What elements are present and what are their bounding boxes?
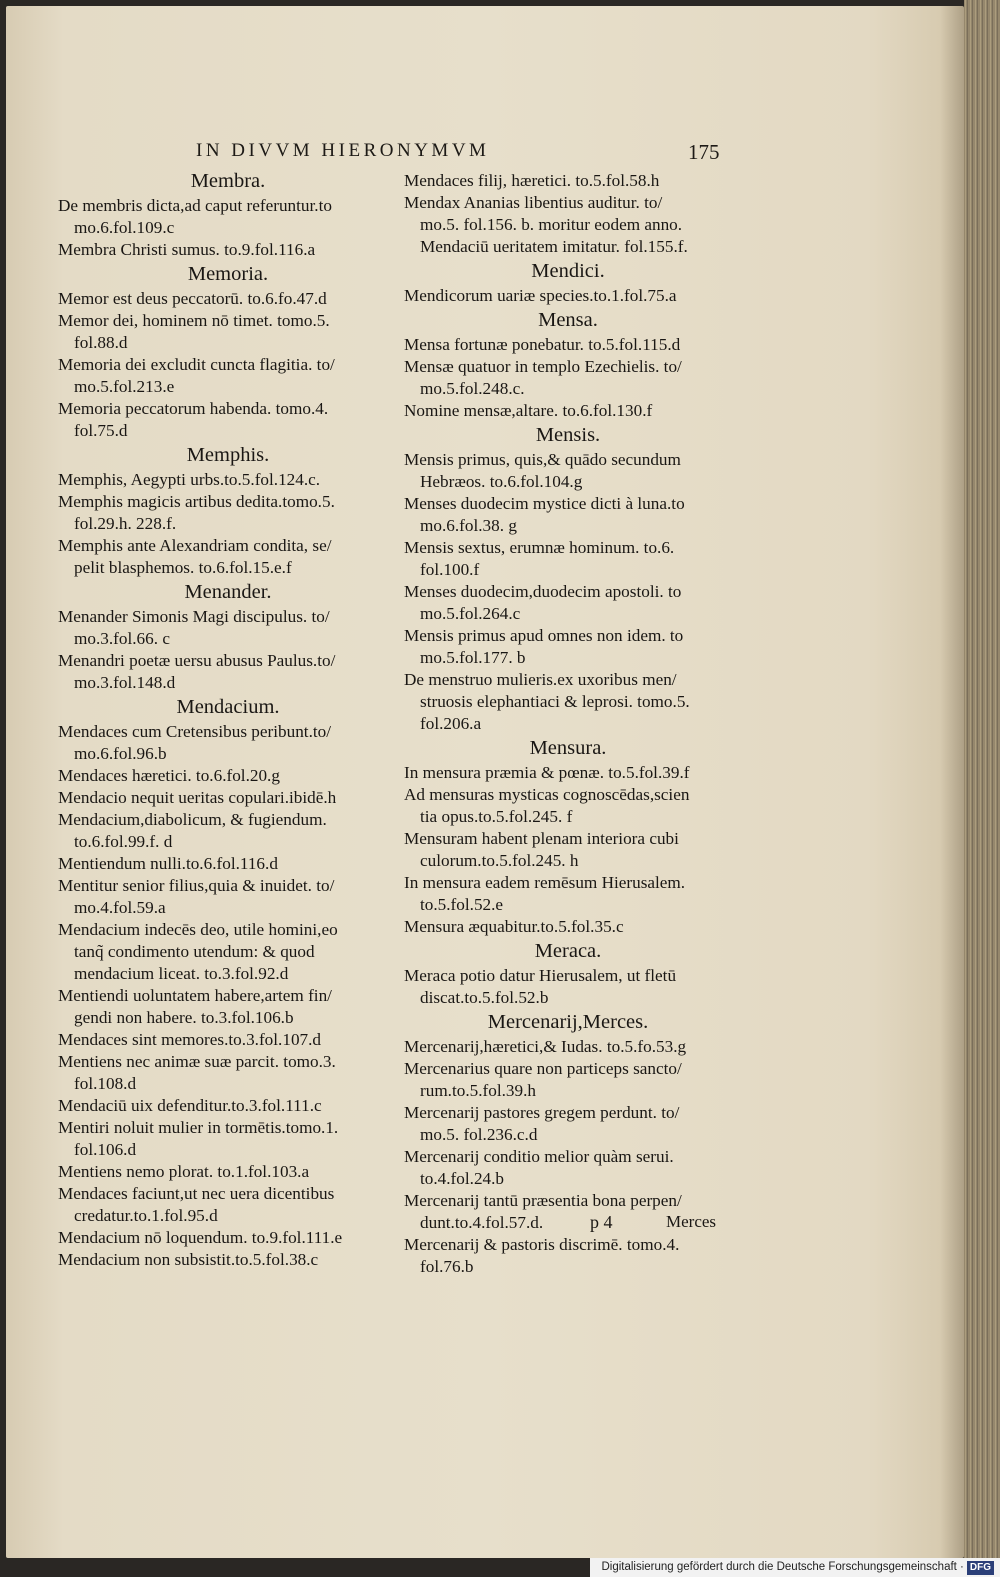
- index-entry: [404, 356, 732, 400]
- index-column-left: [58, 168, 398, 1271]
- index-entry-line: Memor est deus peccatorū. to.6.fo.47.d: [58, 289, 327, 308]
- index-entry: [404, 828, 732, 872]
- index-entry-line: Mensuram habent plenam interiora cubi: [404, 829, 679, 848]
- index-entry-line: rum.to.5.fol.39.h: [420, 1081, 537, 1100]
- index-entry-line: mo.6.fol.96.b: [74, 744, 167, 763]
- index-entry: [404, 581, 732, 625]
- index-entry-line: Menandri poetæ uersu abusus Paulus.to/: [58, 651, 336, 670]
- index-entry-line: Nomine mensæ,altare. to.6.fol.130.f: [404, 401, 653, 420]
- index-entry-line: tia opus.to.5.fol.245. f: [420, 807, 573, 826]
- index-entry: [58, 985, 398, 1029]
- index-heading: Memoria.: [187, 263, 269, 285]
- index-entry-line: Memoria dei excludit cuncta flagitia. to/: [58, 355, 335, 374]
- index-entry-line: discat.to.5.fol.52.b: [420, 988, 549, 1007]
- index-entry: [58, 787, 398, 809]
- index-entry-line: Mentiens nemo plorat. to.1.fol.103.a: [58, 1162, 310, 1181]
- page-edges: [964, 0, 1000, 1560]
- catchword: Merces: [666, 1212, 717, 1231]
- index-entry: [404, 449, 732, 493]
- index-entry-line: Mensis primus apud omnes non idem. to: [404, 626, 684, 645]
- index-entry: [58, 1227, 398, 1249]
- index-entry-line: mo.5. fol.156. b. moritur eodem anno.: [420, 215, 683, 234]
- index-entry-line: mo.3.fol.66. c: [74, 629, 170, 648]
- index-entry-line: Mercenarij tantū præsentia bona perpen/: [404, 1191, 682, 1210]
- index-entry-line: Mercenarij pastores gregem perdunt. to/: [404, 1103, 680, 1122]
- index-entry: [404, 872, 732, 916]
- index-entry-line: mo.5.fol.177. b: [420, 648, 526, 667]
- index-entry-line: Mensæ quatuor in templo Ezechielis. to/: [404, 357, 682, 376]
- index-entry-line: fol.88.d: [74, 333, 128, 352]
- index-entry-line: gendi non habere. to.3.fol.106.b: [74, 1008, 294, 1027]
- index-entry: [58, 606, 398, 650]
- index-entry-line: In mensura eadem remēsum Hierusalem.: [404, 873, 686, 892]
- index-entry-line: Mentiendum nulli.to.6.fol.116.d: [58, 854, 278, 873]
- index-entry: [58, 853, 398, 875]
- index-entry-line: Mendaces sint memores.to.3.fol.107.d: [58, 1030, 322, 1049]
- running-head: IN DIVVM HIERONYMVM: [196, 140, 490, 161]
- index-entry-line: Mentiendi uoluntatem habere,artem fin/: [58, 986, 332, 1005]
- index-entry-line: Mendacium non subsistit.to.5.fol.38.c: [58, 1250, 319, 1269]
- index-entry-line: Mendicorum uariæ species.to.1.fol.75.a: [404, 286, 677, 305]
- index-entry-line: struosis elephantiaci & leprosi. tomo.5.: [420, 692, 690, 711]
- scan-bottom-strip: [0, 1558, 590, 1577]
- index-entry-line: fol.106.d: [74, 1140, 137, 1159]
- index-entry-line: Mercenarij conditio melior quàm serui.: [404, 1147, 674, 1166]
- index-heading: Membra.: [190, 170, 266, 192]
- index-entry-line: Mendaciū uix defenditur.to.3.fol.111.c: [58, 1096, 322, 1115]
- signature-mark: p 4: [590, 1212, 613, 1232]
- index-entry: [404, 916, 732, 938]
- index-entry: [58, 1249, 398, 1271]
- index-entry: [58, 1117, 398, 1161]
- index-heading: Mensura.: [529, 737, 607, 759]
- index-entry-line: Menses duodecim mystice dicti à luna.to: [404, 494, 685, 513]
- index-entry: [404, 170, 732, 192]
- index-entry: [58, 875, 398, 919]
- index-entry: [404, 1036, 732, 1058]
- index-entry-line: Mendaces hæretici. to.6.fol.20.g: [58, 766, 280, 785]
- index-entry: [58, 288, 398, 310]
- index-entry-line: Menses duodecim,duodecim apostoli. to: [404, 582, 682, 601]
- index-entry: [58, 398, 398, 442]
- index-entry-line: Mendax Ananias libentius auditur. to/: [404, 193, 663, 212]
- index-entry-line: Mercenarij,hæretici,& Iudas. to.5.fo.53.g: [404, 1037, 687, 1056]
- index-entry: [58, 765, 398, 787]
- index-entry: [58, 1161, 398, 1183]
- index-entry-line: Mendaces cum Cretensibus peribunt.to/: [58, 722, 332, 741]
- index-column-right: [404, 170, 732, 1278]
- index-entry: [58, 721, 398, 765]
- index-entry: [58, 310, 398, 354]
- index-entry-line: fol.76.b: [420, 1257, 474, 1276]
- index-entry: [404, 493, 732, 537]
- index-entry: [404, 1234, 732, 1278]
- index-heading: Mensa.: [538, 309, 598, 331]
- index-entry-line: mendacium liceat. to.3.fol.92.d: [74, 964, 289, 983]
- index-entry: [404, 400, 732, 422]
- index-heading: Mendici.: [531, 260, 605, 282]
- index-entry: [58, 1095, 398, 1117]
- index-entry-line: Membra Christi sumus. to.9.fol.116.a: [58, 240, 316, 259]
- index-entry-line: credatur.to.1.fol.95.d: [74, 1206, 218, 1225]
- index-entry-line: Memphis, Aegypti urbs.to.5.fol.124.c.: [58, 470, 321, 489]
- index-entry-line: Mercenarius quare non particeps sancto/: [404, 1059, 682, 1078]
- index-entry-line: Mendaces faciunt,ut nec uera dicentibus: [58, 1184, 335, 1203]
- index-entry: [58, 809, 398, 853]
- index-entry-line: Mensis sextus, erumnæ hominum. to.6.: [404, 538, 675, 557]
- index-entry: [404, 669, 732, 735]
- index-entry-line: mo.3.fol.148.d: [74, 673, 176, 692]
- index-entry: [58, 1029, 398, 1051]
- index-entry: [58, 491, 398, 535]
- index-entry: [58, 354, 398, 398]
- index-entry-line: Mendacium indecēs deo, utile homini,eo: [58, 920, 338, 939]
- index-entry: [58, 469, 398, 491]
- index-entry: [404, 625, 732, 669]
- index-entry-line: Mensa fortunæ ponebatur. to.5.fol.115.d: [404, 335, 681, 354]
- index-entry-line: to.5.fol.52.e: [420, 895, 504, 914]
- index-entry-line: fol.206.a: [420, 714, 482, 733]
- index-entry-line: Mentiens nec animæ suæ parcit. tomo.3.: [58, 1052, 336, 1071]
- index-entry-line: Memor dei, hominem nō timet. tomo.5.: [58, 311, 330, 330]
- index-entry-line: Menander Simonis Magi discipulus. to/: [58, 607, 330, 626]
- index-entry: [58, 195, 398, 239]
- index-entry: [404, 236, 732, 258]
- index-entry: [58, 1183, 398, 1227]
- index-entry-line: De membris dicta,ad caput referuntur.to: [58, 196, 332, 215]
- index-entry-line: Mensura æquabitur.to.5.fol.35.c: [404, 917, 624, 936]
- index-entry-line: Mentitur senior filius,quia & inuidet. to/: [58, 876, 335, 895]
- index-entry: [404, 965, 732, 1009]
- index-entry-line: Memphis magicis artibus dedita.tomo.5.: [58, 492, 335, 511]
- index-entry-line: mo.6.fol.109.c: [74, 218, 175, 237]
- index-entry-line: De menstruo mulieris.ex uxoribus men/: [404, 670, 677, 689]
- index-entry: [404, 1058, 732, 1102]
- index-entry-line: mo.5.fol.213.e: [74, 377, 175, 396]
- index-entry: [404, 1146, 732, 1190]
- index-entry-line: In mensura præmia & pœnæ. to.5.fol.39.f: [404, 763, 690, 782]
- index-entry-line: mo.6.fol.38. g: [420, 516, 517, 535]
- index-entry-line: fol.75.d: [74, 421, 128, 440]
- index-entry: [58, 650, 398, 694]
- index-entry-line: Memphis ante Alexandriam condita, se/: [58, 536, 332, 555]
- index-entry-line: Mendaces filij, hæretici. to.5.fol.58.h: [404, 171, 660, 190]
- index-entry-line: mo.5. fol.236.c.d: [420, 1125, 538, 1144]
- dfg-notice-text: Digitalisierung gefördert durch die Deutsche Forschungsgemeinschaft ·: [601, 1561, 964, 1573]
- index-entry-line: mo.5.fol.264.c: [420, 604, 521, 623]
- index-entry-line: mo.4.fol.59.a: [74, 898, 166, 917]
- index-heading: Mendacium.: [176, 696, 280, 718]
- index-entry: [58, 239, 398, 261]
- index-entry-line: fol.108.d: [74, 1074, 137, 1093]
- index-entry: [404, 285, 732, 307]
- index-entry-line: to.6.fol.99.f. d: [74, 832, 173, 851]
- index-entry: [58, 535, 398, 579]
- index-entry-line: Mentiri noluit mulier in tormētis.tomo.1.: [58, 1118, 339, 1137]
- index-entry-line: fol.29.h. 228.f.: [74, 514, 177, 533]
- index-entry: [404, 784, 732, 828]
- index-entry-line: Mensis primus, quis,& quādo secundum: [404, 450, 681, 469]
- index-entry-line: mo.5.fol.248.c.: [420, 379, 525, 398]
- index-entry: [58, 1051, 398, 1095]
- index-entry: [404, 192, 732, 236]
- index-entry-line: Mercenarij & pastoris discrimē. tomo.4.: [404, 1235, 680, 1254]
- index-heading: Mercenarij,Merces.: [487, 1011, 649, 1033]
- index-entry-line: Meraca potio datur Hierusalem, ut fletū: [404, 966, 677, 985]
- index-entry-line: culorum.to.5.fol.245. h: [420, 851, 579, 870]
- index-entry: [404, 1102, 732, 1146]
- index-entry-line: Mendacio nequit ueritas copulari.ibidē.h: [58, 788, 337, 807]
- index-entry-line: tanq̃ condimento utendum: & quod: [74, 942, 315, 961]
- index-entry-line: to.4.fol.24.b: [420, 1169, 505, 1188]
- index-entry-line: dunt.to.4.fol.57.d.: [420, 1213, 544, 1232]
- dfg-logo: DFG: [967, 1561, 994, 1575]
- gutter-shadow: [940, 6, 964, 1558]
- index-entry-line: Ad mensuras mysticas cognoscēdas,scien: [404, 785, 690, 804]
- index-entry: [404, 334, 732, 356]
- index-heading: Memphis.: [186, 444, 270, 466]
- index-entry-line: pelit blasphemos. to.6.fol.15.e.f: [74, 558, 292, 577]
- index-entry-line: Mendacium,diabolicum, & fugiendum.: [58, 810, 327, 829]
- index-entry-line: Mendaciū ueritatem imitatur. fol.155.f.: [420, 237, 688, 256]
- index-entry-line: Hebræos. to.6.fol.104.g: [420, 472, 583, 491]
- index-entry-line: Memoria peccatorum habenda. tomo.4.: [58, 399, 329, 418]
- folio-number: 175: [688, 140, 720, 164]
- index-entry: [404, 537, 732, 581]
- index-entry: [58, 919, 398, 985]
- index-entry: [404, 762, 732, 784]
- index-heading: Menander.: [184, 581, 272, 603]
- index-entry-line: Mendacium nō loquendum. to.9.fol.111.e: [58, 1228, 343, 1247]
- dfg-funding-notice: [590, 1558, 1000, 1577]
- index-heading: Mensis.: [535, 424, 601, 446]
- index-heading: Meraca.: [534, 940, 602, 962]
- index-entry-line: fol.100.f: [420, 560, 480, 579]
